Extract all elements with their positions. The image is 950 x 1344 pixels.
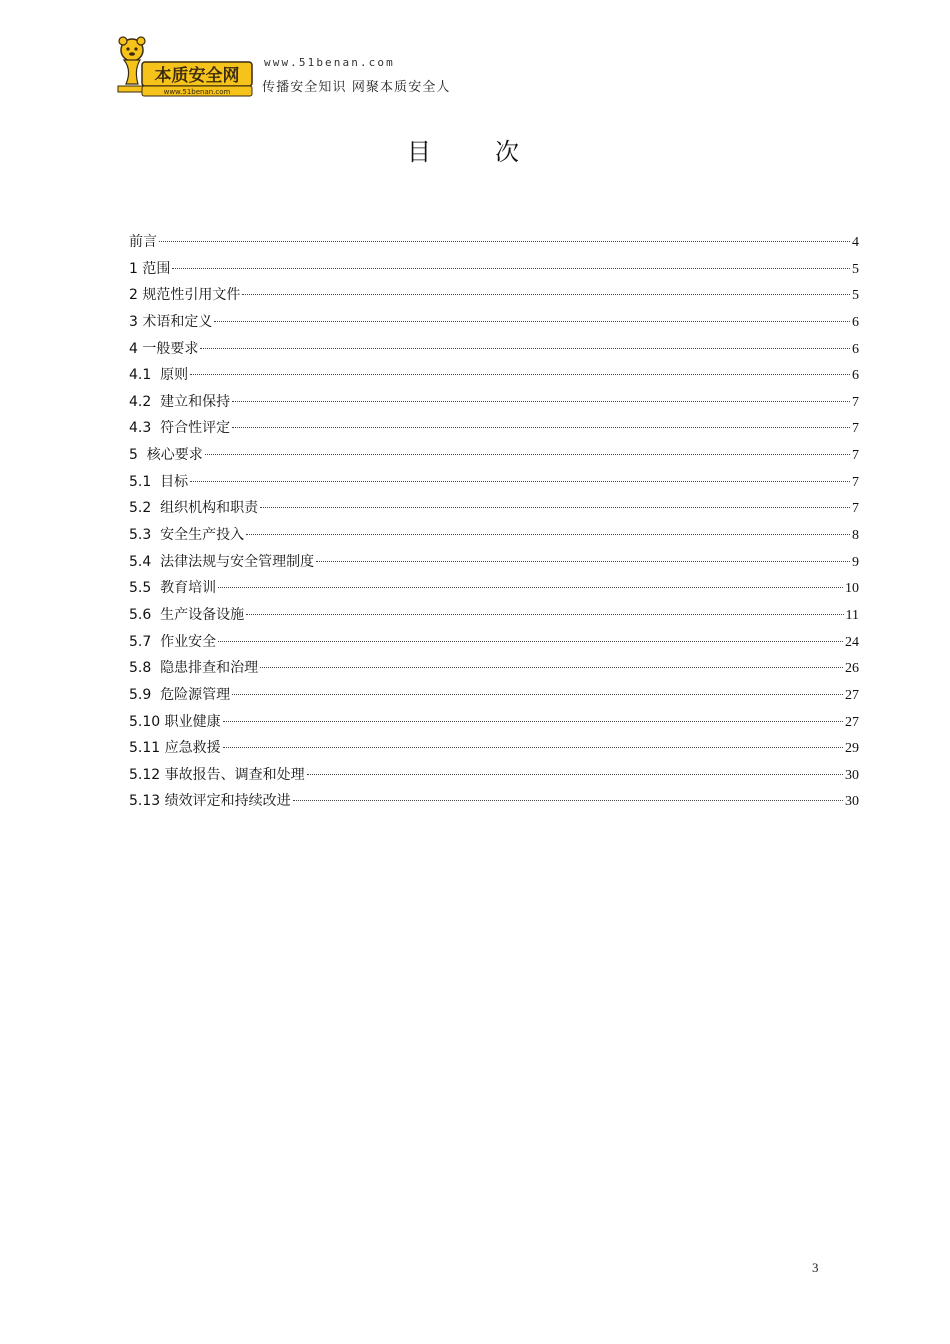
toc-entry[interactable] xyxy=(129,257,859,284)
toc-entry-page: 6 xyxy=(852,341,859,357)
toc-entry-label: 5.9 危险源管理 xyxy=(129,686,231,703)
dot-leader xyxy=(172,268,850,269)
toc-entry[interactable] xyxy=(129,230,859,257)
toc-entry-label: 5.8 隐患排查和治理 xyxy=(129,660,259,677)
dot-leader xyxy=(159,241,850,242)
toc-entry-page: 5 xyxy=(852,288,859,304)
dot-leader xyxy=(190,374,850,375)
toc-entry-label: 5.7 作业安全 xyxy=(129,633,217,650)
dot-leader xyxy=(223,747,843,748)
toc-entry-label: 5 核心要求 xyxy=(129,447,203,464)
toc-entry-page: 9 xyxy=(852,554,859,570)
dot-leader xyxy=(232,427,850,428)
dot-leader xyxy=(232,401,850,402)
dot-leader xyxy=(246,534,850,535)
dot-leader xyxy=(293,800,843,801)
toc-entry[interactable] xyxy=(129,576,859,603)
toc-entry-label: 4 一般要求 xyxy=(129,340,199,357)
toc-entry[interactable] xyxy=(129,496,859,523)
logo-url-text: www.51benan.com xyxy=(163,88,231,96)
toc-entry-label: 5.11 应急救援 xyxy=(129,740,221,757)
toc-entry[interactable] xyxy=(129,603,859,630)
site-logo xyxy=(112,36,254,98)
dot-leader xyxy=(242,294,850,295)
toc-entry-label: 3 术语和定义 xyxy=(129,313,213,330)
toc-entry[interactable] xyxy=(129,683,859,710)
toc-entry-page: 24 xyxy=(845,634,859,650)
toc-entry-label: 4.2 建立和保持 xyxy=(129,393,231,410)
toc-entry[interactable] xyxy=(129,789,859,816)
toc-entry-label: 5.5 教育培训 xyxy=(129,580,217,597)
toc-entry-page: 7 xyxy=(852,501,859,517)
toc-entry[interactable] xyxy=(129,310,859,337)
dot-leader xyxy=(260,667,843,668)
toc-entry[interactable] xyxy=(129,656,859,683)
toc-entry-label: 2 规范性引用文件 xyxy=(129,287,241,304)
toc-entry-label: 4.3 符合性评定 xyxy=(129,420,231,437)
toc-entry-page: 29 xyxy=(845,741,859,757)
toc-entry-label: 5.6 生产设备设施 xyxy=(129,606,245,623)
toc-entry[interactable] xyxy=(129,710,859,737)
dot-leader xyxy=(190,481,850,482)
site-slogan: 传播安全知识 网聚本质安全人 xyxy=(262,80,451,95)
toc-entry-label: 5.12 事故报告、调查和处理 xyxy=(129,766,305,783)
toc-entry-page: 26 xyxy=(845,661,859,677)
page-header xyxy=(112,36,512,100)
toc-entry-page: 27 xyxy=(845,714,859,730)
page-number: 3 xyxy=(812,1260,819,1275)
dot-leader xyxy=(316,561,850,562)
dot-leader xyxy=(232,694,843,695)
toc-entry[interactable] xyxy=(129,470,859,497)
table-of-contents xyxy=(129,230,859,816)
toc-entry[interactable] xyxy=(129,736,859,763)
toc-entry-page: 10 xyxy=(845,581,859,597)
toc-entry-page: 11 xyxy=(845,607,859,623)
toc-entry-page: 8 xyxy=(852,528,859,544)
dot-leader xyxy=(200,348,850,349)
toc-entry[interactable] xyxy=(129,550,859,577)
toc-entry-page: 4 xyxy=(852,235,859,250)
logo-text: 本质安全网 xyxy=(154,66,240,86)
dot-leader xyxy=(218,641,843,642)
toc-entry-page: 30 xyxy=(845,767,859,783)
toc-entry[interactable] xyxy=(129,443,859,470)
toc-entry[interactable] xyxy=(129,763,859,790)
toc-entry[interactable] xyxy=(129,283,859,310)
toc-entry[interactable] xyxy=(129,630,859,657)
toc-entry-label: 5.3 安全生产投入 xyxy=(129,527,245,544)
toc-entry-page: 5 xyxy=(852,261,859,277)
toc-entry-label: 5.13 绩效评定和持续改进 xyxy=(129,793,291,810)
toc-entry[interactable] xyxy=(129,416,859,443)
toc-entry-label: 5.1 目标 xyxy=(129,473,189,490)
dot-leader xyxy=(260,507,850,508)
toc-entry[interactable] xyxy=(129,523,859,550)
dot-leader xyxy=(214,321,850,322)
toc-entry-label: 5.10 职业健康 xyxy=(129,713,221,730)
toc-entry[interactable] xyxy=(129,390,859,417)
toc-entry-page: 7 xyxy=(852,474,859,490)
toc-entry-page: 7 xyxy=(852,448,859,464)
page-title: 目次 xyxy=(407,138,583,166)
toc-entry-label: 前言 xyxy=(129,234,157,250)
toc-entry-page: 30 xyxy=(845,794,859,810)
dot-leader xyxy=(246,614,843,615)
toc-entry-label: 5.2 组织机构和职责 xyxy=(129,500,259,517)
dot-leader xyxy=(205,454,850,455)
toc-entry-page: 6 xyxy=(852,314,859,330)
toc-entry[interactable] xyxy=(129,363,859,390)
toc-entry-page: 6 xyxy=(852,368,859,384)
dot-leader xyxy=(307,774,843,775)
toc-entry-label: 1 范围 xyxy=(129,260,171,277)
toc-entry-page: 7 xyxy=(852,421,859,437)
toc-entry-page: 7 xyxy=(852,394,859,410)
toc-entry-page: 27 xyxy=(845,687,859,703)
site-url: www.51benan.com xyxy=(264,56,395,69)
toc-entry-label: 4.1 原则 xyxy=(129,367,189,384)
dot-leader xyxy=(218,587,843,588)
toc-entry-label: 5.4 法律法规与安全管理制度 xyxy=(129,553,315,570)
toc-entry[interactable] xyxy=(129,337,859,364)
dot-leader xyxy=(223,721,843,722)
